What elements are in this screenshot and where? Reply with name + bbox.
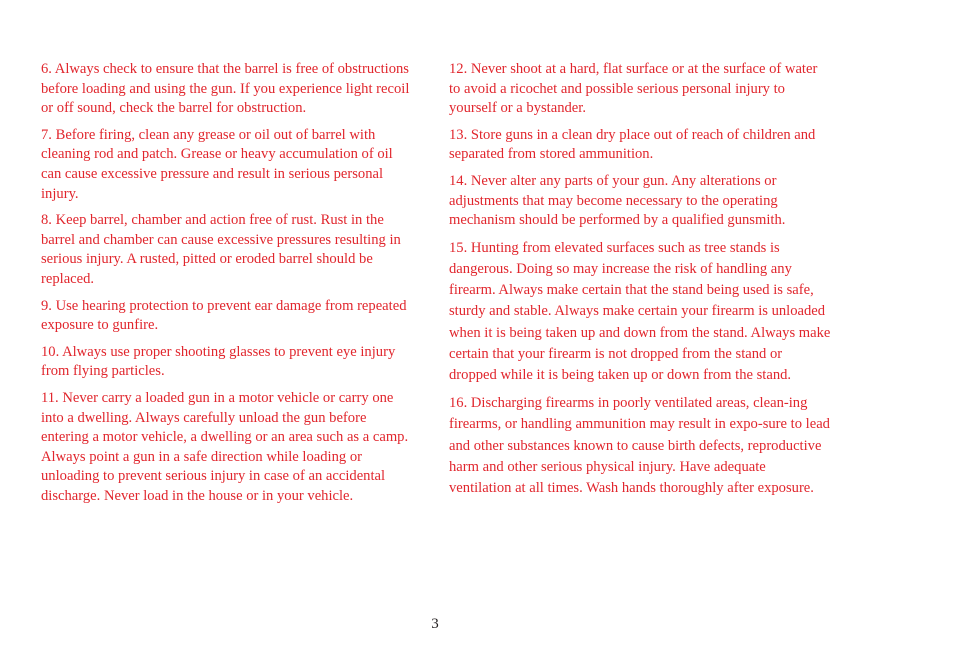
safety-item-12: 12. Never shoot at a hard, flat surface or at the surface of water to avoid a ricochet and possible serious personal injury to yourself or a bystander. [449,61,818,117]
safety-item-8: 8. Keep barrel, chamber and action free of rust. Rust in the barrel and chamber can cause excessive pressures resulting in serious injury. A rusted, pitted or eroded barrel should be replaced. [41,212,401,287]
safety-item-15: 15. Hunting from elevated surfaces such as tree stands is dangerous. Doing so may increase the risk of handling any firearm. Always make certain that the stand being used is safe, sturdy and stable. Always make certain your firearm is unloaded when it is being taken up and down from the stand. Always make certain that your firearm is not dropped from the stand or dropped while it is being taken up or down from the stand. [449,239,831,383]
left-column [41,60,413,513]
right-column [449,60,831,506]
safety-item-11: 11. Never carry a loaded gun in a motor vehicle or carry one into a dwelling. Always carefully unload the gun before entering a motor vehicle, a dwelling or an area such as a camp. Always point a gun in a safe direction while loading or unloading to prevent serious injury in case of an accidental discharge. Never load in the house or in your vehicle. [41,389,409,504]
safety-item-13: 13. Store guns in a clean dry place out of reach of children and separated from stored ammunition. [449,126,816,163]
page-number: 3 [431,616,439,632]
safety-item-16: 16. Discharging firearms in poorly ventilated areas, clean-ing firearms, or handling ammunition may result in expo-sure to lead and other substances known to cause birth defects, reproductive harm and other serious physical injury. Have adequate ventilation at all times. Wash hands thoroughly after exposure. [449,395,830,496]
safety-item-7: 7. Before firing, clean any grease or oil out of barrel with cleaning rod and patch. Grease or heavy accumulation of oil can cause excessive pressure and result in serious personal injury. [41,126,393,202]
safety-item-9: 9. Use hearing protection to prevent ear damage from repeated exposure to gunfire. [41,297,407,334]
safety-item-14: 14. Never alter any parts of your gun. Any alterations or adjustments that may become necessary to the operating mechanism should be performed by a qualified gunsmith. [449,172,786,229]
safety-item-6: 6. Always check to ensure that the barrel is free of obstructions before loading and using the gun. If you experience light recoil or off sound, check the barrel for obstruction. [41,61,410,117]
safety-item-10: 10. Always use proper shooting glasses to prevent eye injury from flying particles. [41,343,396,380]
